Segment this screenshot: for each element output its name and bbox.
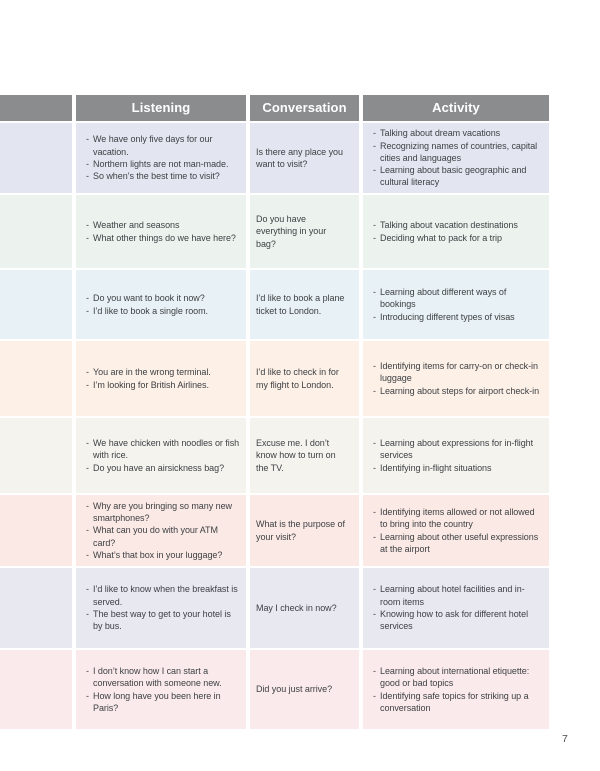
activity-item: - Identifying items allowed or not allowed to bring into the country: [372, 506, 541, 531]
conversation-cell: [250, 195, 359, 268]
activity-item: - Identifying in-flight situations: [372, 462, 541, 474]
listening-item: - Why are you bringing so many new smartphones?: [85, 500, 242, 525]
activity-item: - Knowing how to ask for different hotel services: [372, 608, 541, 633]
listening-item: - I’d like to book a single room.: [85, 305, 242, 317]
listening-item: - We have only five days for our vacation.: [85, 133, 242, 158]
activity-item: - Learning about steps for airport check-in: [372, 385, 541, 397]
activity-cell: [363, 650, 549, 729]
listening-item: - You are in the wrong terminal.: [85, 366, 242, 378]
unit-color-cell: [0, 495, 72, 566]
unit-color-cell: [0, 418, 72, 493]
column-header-listening: Listening: [76, 95, 246, 121]
activity-cell: [363, 495, 549, 566]
conversation-text: I’d like to check in for my flight to London.: [256, 367, 339, 390]
listening-cell: [76, 568, 246, 648]
listening-item: - Weather and seasons: [85, 219, 242, 231]
activity-item: - Recognizing names of countries, capital cities and languages: [372, 140, 541, 165]
listening-item: - Northern lights are not man-made.: [85, 158, 242, 170]
column-header-unit: [0, 95, 72, 121]
conversation-cell: [250, 270, 359, 339]
listening-item: - The best way to get to your hotel is by bus.: [85, 608, 242, 633]
activity-item: - Identifying items for carry-on or check-in luggage: [372, 360, 541, 385]
conversation-cell: [250, 650, 359, 729]
listening-cell: [76, 123, 246, 193]
course-overview-table: [0, 95, 549, 729]
activity-item: - Learning about basic geographic and cultural literacy: [372, 164, 541, 189]
listening-cell: [76, 650, 246, 729]
listening-cell: [76, 495, 246, 566]
activity-item: - Learning about other useful expressions at the airport: [372, 531, 541, 556]
conversation-text: May I check in now?: [256, 602, 337, 613]
activity-cell: [363, 418, 549, 493]
listening-item: - I’m looking for British Airlines.: [85, 379, 242, 391]
listening-item: - I don’t know how I can start a conversation with someone new.: [85, 665, 242, 690]
unit-color-cell: [0, 123, 72, 193]
activity-item: - Identifying safe topics for striking up a conversation: [372, 690, 541, 715]
listening-item: - So when’s the best time to visit?: [85, 170, 242, 182]
listening-item: - Do you want to book it now?: [85, 292, 242, 304]
listening-cell: [76, 418, 246, 493]
conversation-text: What is the purpose of your visit?: [256, 519, 345, 542]
unit-color-cell: [0, 650, 72, 729]
unit-color-cell: [0, 195, 72, 268]
activity-item: - Talking about vacation destinations: [372, 219, 541, 231]
conversation-text: Did you just arrive?: [256, 684, 333, 695]
conversation-text: I’d like to book a plane ticket to London.: [256, 293, 345, 316]
conversation-text: Is there any place you want to visit?: [256, 146, 343, 169]
listening-item: - What’s that box in your luggage?: [85, 549, 242, 561]
unit-color-cell: [0, 341, 72, 416]
conversation-text: Do you have everything in your bag?: [256, 214, 327, 249]
column-header-conversation: Conversation: [250, 95, 359, 121]
conversation-cell: [250, 568, 359, 648]
activity-cell: [363, 270, 549, 339]
activity-cell: [363, 341, 549, 416]
listening-cell: [76, 341, 246, 416]
listening-item: - Do you have an airsickness bag?: [85, 462, 242, 474]
listening-item: - What other things do we have here?: [85, 232, 242, 244]
conversation-text: Excuse me. I don’t know how to turn on the TV.: [256, 438, 336, 473]
activity-item: - Talking about dream vacations: [372, 127, 541, 139]
conversation-cell: [250, 495, 359, 566]
activity-item: - Learning about different ways of bookings: [372, 286, 541, 311]
unit-color-cell: [0, 270, 72, 339]
activity-cell: [363, 123, 549, 193]
activity-item: - Learning about hotel facilities and in-room items: [372, 583, 541, 608]
conversation-cell: [250, 123, 359, 193]
listening-item: - How long have you been here in Paris?: [85, 690, 242, 715]
conversation-cell: [250, 341, 359, 416]
activity-cell: [363, 568, 549, 648]
listening-cell: [76, 270, 246, 339]
listening-item: - We have chicken with noodles or fish with rice.: [85, 437, 242, 462]
conversation-cell: [250, 418, 359, 493]
unit-color-cell: [0, 568, 72, 648]
activity-item: - Introducing different types of visas: [372, 311, 541, 323]
column-header-activity: Activity: [363, 95, 549, 121]
activity-cell: [363, 195, 549, 268]
activity-item: - Deciding what to pack for a trip: [372, 232, 541, 244]
activity-item: - Learning about international etiquette: good or bad topics: [372, 665, 541, 690]
listening-item: - I’d like to know when the breakfast is served.: [85, 583, 242, 608]
page-number: 7: [562, 733, 568, 745]
activity-item: - Learning about expressions for in-flight services: [372, 437, 541, 462]
listening-item: - What can you do with your ATM card?: [85, 524, 242, 549]
listening-cell: [76, 195, 246, 268]
